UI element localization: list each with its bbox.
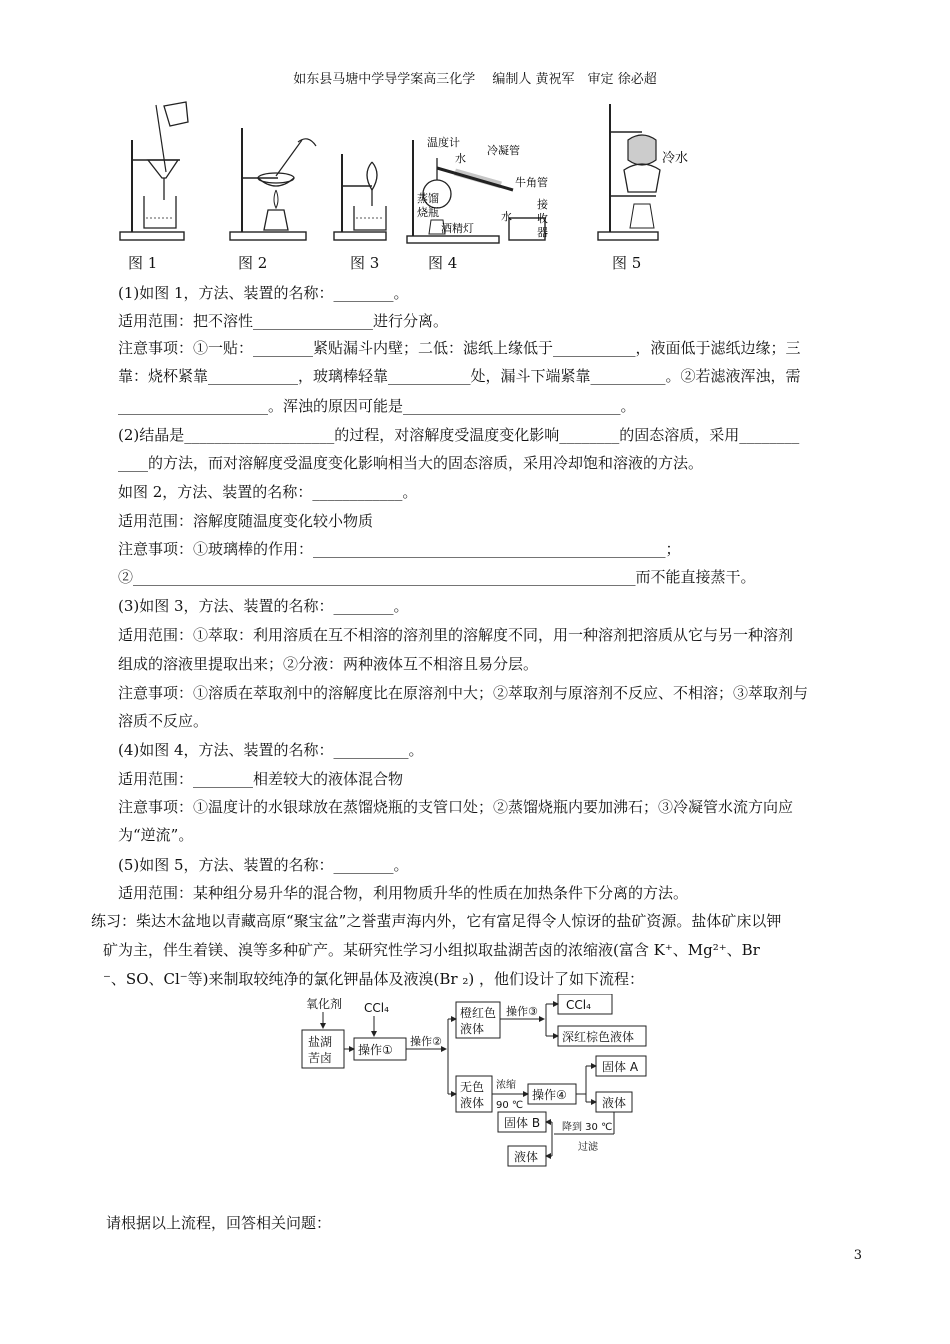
text-line: 适用范围：溶解度随温度变化较小物质	[118, 512, 374, 530]
text-line: 注意事项：①溶质在萃取剂中的溶解度比在原溶剂中大；②萃取剂与原溶剂不反应、不相溶；③萃取剂与	[118, 684, 809, 702]
flow-liquid-2: 液体	[514, 1150, 539, 1164]
label-adapter: 牛角管	[515, 176, 548, 189]
flow-temp90: 90 ℃	[496, 1100, 524, 1111]
flow-filter: 过滤	[578, 1142, 598, 1153]
text-line: ____________________。浑浊的原因可能是_____________________________。	[118, 397, 636, 415]
exercise-line: 矿为主，伴生着镁、溴等多种矿产。某研究性学习小组拟取盐湖苦卤的浓缩液(富含 K⁺、Mg²⁺、Br	[103, 941, 760, 959]
figure-5-sublimation	[596, 100, 696, 245]
figure-3-separatory-funnel	[332, 150, 392, 245]
label-thermometer: 温度计	[427, 136, 460, 149]
text-line: 适用范围：某种组分易升华的混合物，利用物质升华的性质在加热条件下分离的方法。	[118, 884, 689, 902]
text-line: ____的方法，而对溶解度受温度变化影响相当大的固态溶质，采用冷却饱和溶液的方法。	[118, 454, 704, 472]
flow-brine-2: 苦卤	[308, 1051, 333, 1065]
label-cold-water: 冷水	[662, 151, 689, 166]
label-flask-2: 烧瓶	[417, 206, 439, 219]
text-line: 适用范围：把不溶性________________进行分离。	[118, 312, 449, 330]
label-receiver-3: 器	[537, 226, 548, 239]
text-line: ②___________________________________________________________________而不能直接蒸干。	[118, 568, 756, 586]
caption-fig1: 图 1	[128, 254, 158, 272]
page-header: 如东县马塘中学导学案高三化学 编制人 黄祝军 审定 徐必超	[293, 72, 657, 87]
label-water-top: 水	[455, 152, 466, 165]
text-line: (1)如图 1，方法、装置的名称：________。	[118, 284, 409, 302]
flow-deep-red: 深红棕色液体	[562, 1030, 635, 1044]
closing-text: 请根据以上流程，回答相关问题：	[106, 1214, 332, 1232]
text-line: 注意事项：①玻璃棒的作用：_______________________________________________；	[118, 540, 681, 558]
page-number: 3	[853, 1248, 862, 1263]
flow-liquid-1: 液体	[602, 1096, 627, 1110]
flow-cool30: 降到 30 ℃	[562, 1122, 613, 1133]
flowchart	[296, 994, 656, 1174]
flow-solid-b: 固体 B	[504, 1116, 541, 1130]
caption-fig2: 图 2	[238, 254, 268, 272]
exercise-line: 练习：柴达木盆地以青藏高原“聚宝盆”之誉蜚声海内外，它有富足得令人惊讶的盐矿资源。盐体矿床以钾	[91, 912, 782, 930]
label-flask-1: 蒸馏	[417, 192, 439, 205]
label-alcohol-lamp: 酒精灯	[441, 222, 474, 235]
flow-brine-1: 盐湖	[308, 1035, 333, 1049]
flow-op2: 操作②	[410, 1035, 442, 1048]
caption-fig3: 图 3	[350, 254, 380, 272]
flow-op3: 操作③	[506, 1005, 538, 1018]
exercise-line: ⁻、SO、Cl⁻等)来制取较纯净的氯化钾晶体及液溴(Br ₂) ，他们设计了如下流程：	[103, 970, 644, 988]
caption-fig4: 图 4	[428, 254, 458, 272]
flow-colorless-2: 液体	[460, 1096, 485, 1110]
text-line: 如图 2，方法、装置的名称：____________。	[118, 483, 418, 501]
flow-concentrate: 浓缩	[496, 1080, 516, 1091]
flow-op4: 操作④	[532, 1088, 567, 1102]
caption-fig5: 图 5	[612, 254, 642, 272]
text-line: 注意事项：①一贴：________紧贴漏斗内壁；二低：滤纸上缘低于___________，液面低于滤纸边缘；三	[118, 339, 801, 357]
flow-orange-2: 液体	[460, 1022, 485, 1036]
text-line: 组成的溶液里提取出来；②分液：两种液体互不相溶且易分层。	[118, 655, 539, 673]
flow-oxidant: 氧化剂	[306, 997, 343, 1011]
text-line: 适用范围：①萃取：利用溶质在互不相溶的溶剂里的溶解度不同，用一种溶剂把溶质从它与另一种溶剂	[118, 626, 794, 644]
text-line: 适用范围：________相差较大的液体混合物	[118, 770, 404, 788]
figure-4-distillation	[405, 128, 550, 246]
text-line: (4)如图 4，方法、装置的名称：__________。	[118, 741, 424, 759]
flow-op1: 操作①	[358, 1043, 393, 1057]
flow-ccl4-out: CCl₄	[566, 998, 591, 1012]
label-receiver-1: 接	[537, 198, 548, 211]
text-line: 靠：烧杯紧靠____________，玻璃棒轻靠___________处，漏斗下端紧靠__________。②若滤液浑浊，需	[118, 367, 801, 385]
flow-colorless-1: 无色	[460, 1080, 485, 1094]
text-line: 注意事项：①温度计的水银球放在蒸馏烧瓶的支管口处；②蒸馏烧瓶内要加沸石；③冷凝管水流方向应	[118, 798, 794, 816]
label-condenser: 冷凝管	[487, 144, 520, 157]
text-line: (3)如图 3，方法、装置的名称：________。	[118, 597, 409, 615]
figure-1-filtration	[118, 100, 190, 245]
text-line: (5)如图 5，方法、装置的名称：________。	[118, 856, 409, 874]
label-water-bottom: 水	[501, 210, 512, 223]
text-line: 为“逆流”。	[118, 826, 194, 844]
figure-2-evaporation	[228, 120, 318, 245]
text-line: 溶质不反应。	[118, 712, 209, 730]
flow-orange-1: 橙红色	[460, 1006, 497, 1020]
label-receiver-2: 收	[537, 212, 548, 225]
text-line: (2)结晶是____________________的过程，对溶解度受温度变化影响________的固态溶质，采用________	[118, 426, 800, 444]
flow-solid-a: 固体 A	[602, 1060, 639, 1074]
flow-ccl4-in: CCl₄	[364, 1001, 389, 1015]
